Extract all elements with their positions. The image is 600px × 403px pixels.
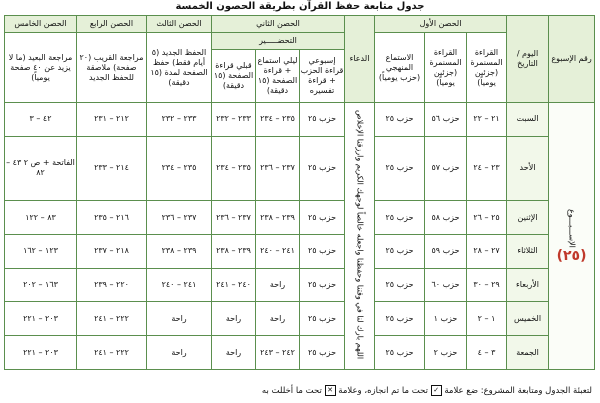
memorized-cell: ٢٩ – ٣٠ <box>467 268 507 302</box>
far-review-cell: الفاتحة + ص ٢ ٤٣ – ٨٢ <box>5 136 77 200</box>
near-review-cell: ٢٢٠ – ٢٣٩ <box>77 268 147 302</box>
day-cell: الإثنين <box>507 201 549 235</box>
far-review-cell: ٢٠٣ – ٢٢١ <box>5 302 77 336</box>
nightly-cell: ٢٣٩ – ٢٣٨ <box>256 201 300 235</box>
listening-cell: حزب ٢٥ <box>375 268 425 302</box>
table-row <box>5 268 595 302</box>
new-memo-cell: ٢٤١ – ٢٤٠ <box>147 268 212 302</box>
listening-cell: حزب ٢٥ <box>375 136 425 200</box>
listening-cell: حزب ٢٥ <box>375 336 425 370</box>
tribal-prep-header: قبلي قراءة الصفحة (١٥ دقيقة) <box>212 50 256 103</box>
near-review-cell: ٢١٢ – ٢٣١ <box>77 103 147 137</box>
third-fort-header: الحصن الثالث <box>147 16 212 33</box>
page-title: جدول متابعة حفظ القرآن بطريقة الحصون الخمسة <box>175 1 425 12</box>
dua-header: الدعاء <box>345 16 375 103</box>
tribal-cell: راحة <box>212 302 256 336</box>
listening-cell: حزب ٢٥ <box>375 302 425 336</box>
near-review-cell: ٢٢٢ – ٢٤١ <box>77 302 147 336</box>
fourth-fort-header: الحصن الرابع <box>77 16 147 33</box>
prepared-cell: حزب ٥٩ <box>425 234 467 268</box>
day-cell: الجمعة <box>507 336 549 370</box>
prepared-cell: حزب ٥٧ <box>425 136 467 200</box>
prepared-cell: حزب ٥٨ <box>425 201 467 235</box>
day-cell: السبت <box>507 103 549 137</box>
checkmark-box-icon: ✓ <box>431 385 442 396</box>
legend-note <box>0 385 592 396</box>
far-review-cell: ١٢٣ – ١٦٢ <box>5 234 77 268</box>
weekly-cell: حزب ٢٥ <box>300 268 345 302</box>
near-review-header: مراجعة القريب (٢٠ صفحة) ملاصقة للحفظ الجديد <box>77 33 147 103</box>
table-row <box>5 234 595 268</box>
far-review-cell: ٨٣ – ١٢٢ <box>5 201 77 235</box>
near-review-cell: ٢١٨ – ٢٣٧ <box>77 234 147 268</box>
new-memo-cell: راحة <box>147 336 212 370</box>
nightly-cell: ٢٣٧ – ٢٣٦ <box>256 136 300 200</box>
new-memorization-header: الحفظ الجديد (٥ أيام فقط) حفظ الصفحة لمدة (١٥ دقيقة) <box>147 33 212 103</box>
new-memo-cell: راحة <box>147 302 212 336</box>
weekly-prep-header: إسبوعي قراءة الحزب + قراءة تفسيره <box>300 50 345 103</box>
first-fort-header: الحصن الأول <box>375 16 507 33</box>
tribal-cell: ٢٤٠ – ٢٤١ <box>212 268 256 302</box>
table-row <box>5 336 595 370</box>
header-row-1 <box>5 16 595 33</box>
weekly-cell: حزب ٢٥ <box>300 103 345 137</box>
nightly-cell: ٢٤١ – ٢٤٠ <box>256 234 300 268</box>
prepared-cell: حزب ٢ <box>425 336 467 370</box>
weekly-cell: حزب ٢٥ <box>300 234 345 268</box>
near-review-cell: ٢١٦ – ٢٣٥ <box>77 201 147 235</box>
memorized-cell: ٢٣ – ٢٤ <box>467 136 507 200</box>
new-memo-cell: ٢٣٣ – ٢٣٢ <box>147 103 212 137</box>
far-review-cell: ٢٠٣ – ٢٢١ <box>5 336 77 370</box>
memorized-cell: ١ – ٢ <box>467 302 507 336</box>
far-review-header: مراجعة البعيد (ما لا يزيد عن ٤٠ صفحة يومياً) <box>5 33 77 103</box>
dua-text: اللهم بارك لنا في وقتنا وحفظنا واجعله خالصاً لوجهك الكريم وارزقنا الإخلاص <box>355 109 365 360</box>
nightly-cell: ٢٤٢ – ٢٤٣ <box>256 336 300 370</box>
table-row <box>5 201 595 235</box>
listening-cell: حزب ٢٥ <box>375 201 425 235</box>
day-cell: الثلاثاء <box>507 234 549 268</box>
weekly-cell: حزب ٢٥ <box>300 302 345 336</box>
day-cell: الأربعاء <box>507 268 549 302</box>
fifth-fort-header: الحصن الخامس <box>5 16 77 33</box>
near-review-cell: ٢١٤ – ٢٣٣ <box>77 136 147 200</box>
header-row-2 <box>5 33 595 50</box>
method-listening-header: الاستماع المنهجي (حزب يومياً) <box>375 33 425 103</box>
week-number: (٢٥) <box>556 247 587 264</box>
far-review-cell: ٤٢ – ٣ <box>5 103 77 137</box>
tribal-cell: ٢٣٣ – ٢٣٢ <box>212 103 256 137</box>
table-row <box>5 103 595 137</box>
preparation-header: التحضـــــير <box>212 33 345 50</box>
prepared-cell: حزب ٦٠ <box>425 268 467 302</box>
tribal-cell: ٢٣٥ – ٢٣٤ <box>212 136 256 200</box>
nightly-cell: راحة <box>256 268 300 302</box>
legend-intro: لتعبئة الجدول ومتابعة المشروع: ضع علامة <box>444 386 592 396</box>
far-review-cell: ١٦٣ – ٢٠٢ <box>5 268 77 302</box>
memorized-reading-header: القراءة المسنمرة (جزئين يومياً) <box>467 33 507 103</box>
listening-cell: حزب ٢٥ <box>375 103 425 137</box>
prepared-cell: حزب ١ <box>425 302 467 336</box>
x-box-icon: ✕ <box>325 385 336 396</box>
legend-missed: تحت ما أخللت به <box>261 386 322 396</box>
memorized-cell: ٢٧ – ٢٨ <box>467 234 507 268</box>
second-fort-header: الحصن الثاني <box>212 16 345 33</box>
day-cell: الخميس <box>507 302 549 336</box>
table-row <box>5 136 595 200</box>
week-cell <box>549 103 595 370</box>
tribal-cell: ٢٣٧ – ٢٣٦ <box>212 201 256 235</box>
table-row <box>5 302 595 336</box>
weekly-cell: حزب ٢٥ <box>300 201 345 235</box>
listening-cell: حزب ٢٥ <box>375 234 425 268</box>
near-review-cell: ٢٢٢ – ٢٤١ <box>77 336 147 370</box>
week-label: الإســـبـــوع <box>567 209 577 248</box>
nightly-cell: ٢٣٥ – ٢٣٤ <box>256 103 300 137</box>
day-cell: الأحد <box>507 136 549 200</box>
week-header: رقم الإسبوع <box>549 16 595 103</box>
day-header: اليوم / التاريخ <box>507 16 549 103</box>
memorized-cell: ٢١ – ٢٢ <box>467 103 507 137</box>
tribal-cell: ٢٣٩ – ٢٣٨ <box>212 234 256 268</box>
nightly-cell: راحة <box>256 302 300 336</box>
weekly-cell: حزب ٢٥ <box>300 336 345 370</box>
prepared-reading-header: القراءة المسنمرة (جزئين يومياً) <box>425 33 467 103</box>
new-memo-cell: ٢٣٥ – ٢٣٤ <box>147 136 212 200</box>
prepared-cell: حزب ٥٦ <box>425 103 467 137</box>
nightly-prep-header: ليلي استماع + قراءة الصفحة (١٥ دقيقة) <box>256 50 300 103</box>
weekly-cell: حزب ٢٥ <box>300 136 345 200</box>
tribal-cell: راحة <box>212 336 256 370</box>
follow-up-table <box>4 15 595 370</box>
memorized-cell: ٢٥ – ٢٦ <box>467 201 507 235</box>
memorized-cell: ٣ – ٤ <box>467 336 507 370</box>
legend-done: تحت ما تم انجازه، وعلامة <box>338 386 428 396</box>
new-memo-cell: ٢٣٧ – ٢٣٦ <box>147 201 212 235</box>
new-memo-cell: ٢٣٩ – ٢٣٨ <box>147 234 212 268</box>
dua-cell <box>345 103 375 370</box>
